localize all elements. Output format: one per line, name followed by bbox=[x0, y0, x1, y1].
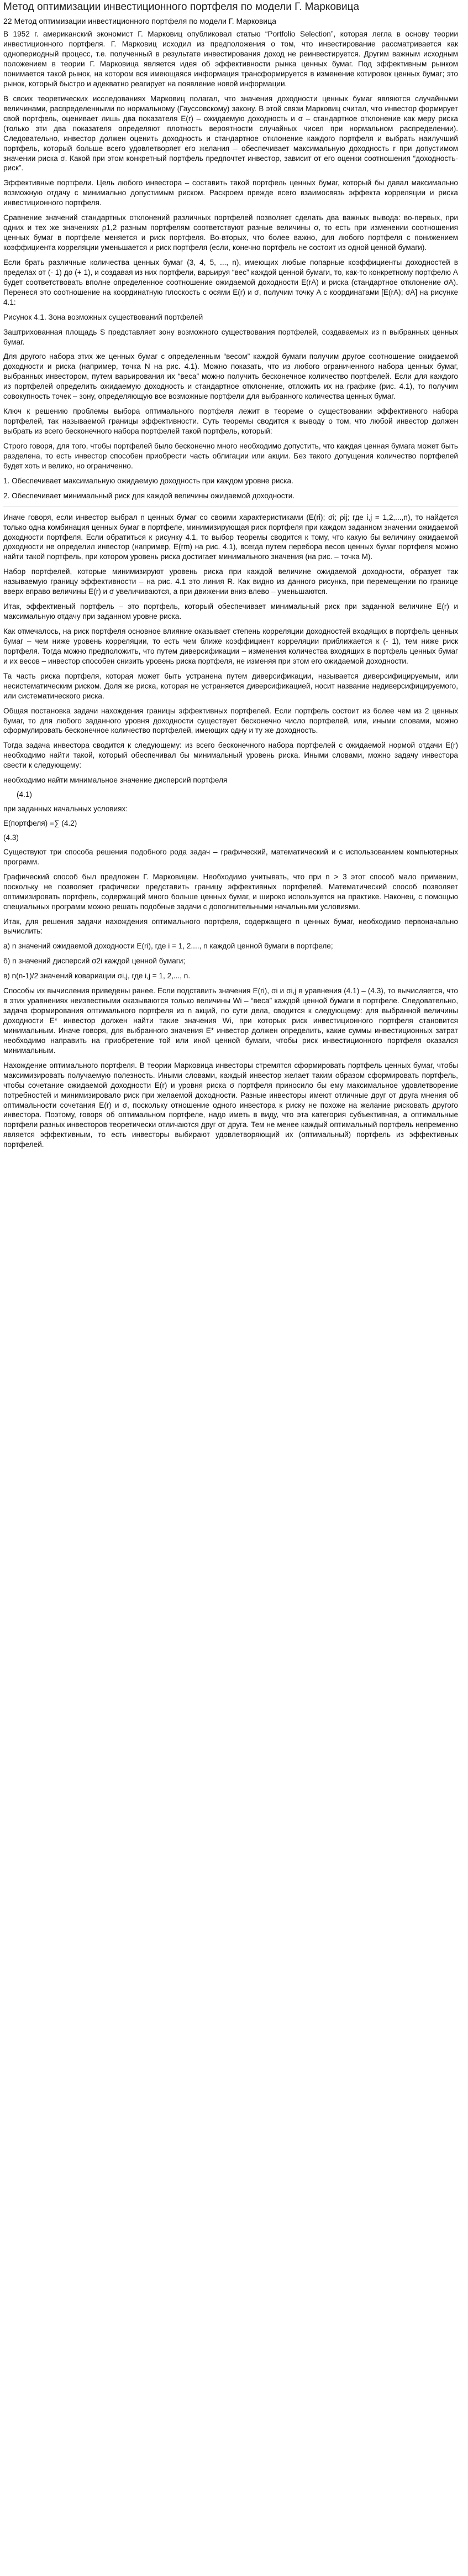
paragraph-efficient-portfolios: Эффективные портфели. Цель любого инвестора – составить такой портфель ценных бумаг, который бы давал максимально возможную отдачу с минимально допустимым риском. Раскроем прежде всего взаимосвязь эффекта корреляции и риска инвестиционного портфеля. bbox=[3, 179, 458, 207]
formula-conditions: при заданных начальных условиях: bbox=[3, 805, 128, 814]
paragraph-other-set: Для другого набора этих же ценных бумаг с определенным “весом” каждой бумаги получим другое соотношение ожидаемой доходности и риска (например, точка N на рис. 4.1). Можно показать, что из любого ограниченного набора ценных бумаг, выбранных инвестором, путем варьирования их “веса” можно получить бесконечное количество портфелей. Если для каждого из портфелей определить ожидаемую доходность и стандартное отклонение, отложить их на графике (рис. 4.1), то получим совокупность точек – зону, определяющую все возможные портфели для выбранного количества ценных бумаг. bbox=[3, 352, 458, 401]
paragraph-correlation: Как отмечалось, на риск портфеля основное влияние оказывает степень корреляции доходностей входящих в портфель ценных бумаг – чем ниже уровень корреляции, то есть чем ближе коэффициент корреляции приближается к (- 1), тем ниже риск портфеля. Тогда можно предположить, что путем диверсификации – изменения количества входящих в портфель ценных бумаг и их весов – инвестор способен снизить уровень риска портфеля, не изменяя при этом его ожидаемой доходности. bbox=[3, 627, 458, 665]
paragraph-graphical-method: Графический способ был предложен Г. Марковицем. Необходимо учитывать, что при n > 3 этот способ мало применим, поскольку не позволяет графически представить границу эффективных портфелей. Математический способ позволяет оптимизировать портфель, содержащий много больше ценных бумаг, и широко используется на практике. Наконец, с помощью специальных программ можно решать подобные задачи с дополнительными начальными условиями. bbox=[3, 872, 458, 911]
paragraph-finding-optimal: Нахождение оптимального портфеля. В теории Марковица инвесторы стремятся сформировать портфель ценных бумаг, чтобы максимизировать получаемую полезность. Иными словами, каждый инвестор желает таким образом сформировать портфель, чтобы сочетание ожидаемой доходности E(r) и уровня риска σ портфеля приносило бы ему максимальное удовлетворение потребностей и минимизировало риск при желаемой доходности. Разные инвесторы имеют отличные друг от друга мнения об оптимальности сочетания E(r) и σ, поскольку отношение одного инвестора к риску не похоже на желание рисковать другого инвестора. Поэтому, говоря об оптимальном портфеле, надо иметь в виду, что эта категория субъективная, а оптимальные портфели разных инвесторов теоретически отличаются друг от друга. Тем не менее каждый оптимальный портфель непременно является эффективным, то есть инвесторы выбирают удовлетворяющий их (оптимальный) портфель из эффективных портфелей. bbox=[3, 1061, 458, 1149]
paragraph-shaded-area: Заштрихованная площадь S представляет зону возможного существования портфелей, создаваемых из n выбранных ценных бумаг. bbox=[3, 327, 458, 346]
paragraph-calculation-methods: Способы их вычисления приведены ранее. Если подставить значения E(ri), σi и σi,j в уравнения (4.1) – (4.3), то вычисляется, что в этих уравнениях неизвестными оказываются только величины Wi – “веса” каждой ценной бумаги в портфеле. Следовательно, задача формирования оптимального портфеля из n акций, по сути дела, сводится к следующему: для выбранной величины доходности E* инвестор должен найти такие значения Wi, при которых риск инвестиционного портфеля становится минимальным. Иначе говоря, для выбранного значения E* инвестор должен определить, какие суммы инвестиционных затрат необходимо направить на приобретение той или иной ценной бумаги, чтобы риск инвестиционного портфеля оказался минимальным. bbox=[3, 987, 458, 1055]
equation-4-1: (4.1) bbox=[17, 790, 32, 799]
equation-4-3: (4.3) bbox=[3, 833, 19, 842]
paragraph-securities-count: Если брать различные количества ценных бумаг (3, 4, 5, ..., n), имеющих любые попарные коэффициенты доходностей в пределах от (- 1) до (+ 1), и создавая из них портфели, варьируя “вес” каждой ценной бумаги, то, как-то конкретному портфелю A будет соответствовать вполне определенное соотношение ожидаемой доходности E(rA) и риска (стандартное отклонение σA). Перенеся это соотношение на координатную плоскость с осями E(r) и σ, получим точку A с координатами [E(rA); σA] на рисунке 4.1: bbox=[3, 258, 458, 306]
paragraph-general-statement: Общая постановка задачи нахождения границы эффективных портфелей. Если портфель состоит из более чем из 2 ценных бумаг, то для любого заданного уровня доходности существует бесконечно число портфелей, или, иными словами, можно сформулировать бесконечное количество портфелей, имеющих одну и ту же доходность. bbox=[3, 706, 458, 735]
list-item-2: 2. Обеспечивает минимальный риск для каждой величины ожидаемой доходности. bbox=[3, 491, 295, 500]
page-title: Метод оптимизации инвестиционного портфеля по модели Г. Марковица bbox=[3, 1, 360, 13]
list-item-b: б) n значений дисперсий σ2i каждой ценной бумаги; bbox=[3, 957, 186, 966]
paragraph-efficient-portfolio-def: Итак, эффективный портфель – это портфель, который обеспечивает минимальный риск при заданной величине E(r) и максимальную отдачу при заданном уровне риска. bbox=[3, 602, 458, 621]
paragraph-diversifiable-risk: Та часть риска портфеля, которая может быть устранена путем диверсификации, называется диверсифицируемым, или несистематическим риском. Доля же риска, которая не устраняется диверсификацией, носит название недиверсифицируемого, или систематического риска. bbox=[3, 671, 458, 700]
paragraph-optimal-task: Итак, для решения задачи нахождения оптимального портфеля, содержащего n ценных бумаг, необходимо первоначально вычислить: bbox=[3, 917, 458, 936]
list-item-c: в) n(n-1)/2 значений ковариации σi,j, где i,j = 1, 2,..., n. bbox=[3, 972, 191, 981]
formula-text: необходимо найти минимальное значение дисперсий портфеля bbox=[3, 776, 228, 785]
paragraph-efficiency-frontier: Набор портфелей, которые минимизируют уровень риска при каждой величине ожидаемой доходности, образует так называемую границу эффективности – на рис. 4.1 это линия R. Как видно из данного рисунка, при перемещении по границе вверх-вправо величины E(r) и σ увеличиваются, а при движении вниз-влево – уменьшаются. bbox=[3, 567, 458, 596]
paragraph-intro: В 1952 г. американский экономист Г. Марковиц опубликовал статью “Portfolio Selection”, которая легла в основу теории инвестиционного портфеля. Г. Марковиц исходил из предположения о том, что инвестирование рассматривается как однопериодный процесс, т.е. полученный в результате инвестирования доход не реинвестируется. Другим важным исходным положением в теории Г. Марковица является идея об эффективности рынка ценных бумаг. Под эффективным рынком понимается такой рынок, на котором вся имеющаяся информация трансформируется в изменение котировок ценных бумаг; это рынок, который быстро и адекватно реагирует на появление новой информации. bbox=[3, 30, 458, 88]
paragraph-key-theorem: Ключ к решению проблемы выбора оптимального портфеля лежит в теореме о существовании эффективного набора портфелей, так называемой границы эффективности. Суть теоремы сводится к выводу о том, что любой инвестор должен выбрать из всего бесконечного набора портфелей такой портфель, который: bbox=[3, 407, 458, 436]
list-item-1: 1. Обеспечивает максимальную ожидаемую доходность при каждом уровне риска. bbox=[3, 476, 293, 485]
paragraph-divisibility: Строго говоря, для того, чтобы портфелей было бесконечно много необходимо допустить, что каждая ценная бумага может быть разделена, то есть инвестор способен приобрести часть облигации или акции. Без такого допущения количество портфелей будет хоть и велико, но ограниченно. bbox=[3, 441, 458, 470]
figure-caption: Рисунок 4.1. Зона возможных существований портфелей bbox=[3, 312, 203, 321]
list-item-a: а) n значений ожидаемой доходности E(ri), где i = 1, 2...., n каждой ценной бумаги в портфеле; bbox=[3, 942, 333, 951]
paragraph-investor-task: Тогда задача инвестора сводится к следующему: из всего бесконечного набора портфелей с ожидаемой нормой отдачи E(r) необходимо найти такой, который обеспечивал бы минимальный уровень риска. Иными словами, можно задачу инвестора свести к следующему: bbox=[3, 741, 458, 770]
section-subtitle: 22 Метод оптимизации инвестиционного портфеля по модели Г. Марковица bbox=[3, 16, 277, 25]
paragraph-three-methods: Существуют три способа решения подобного рода задач – графический, математический и с использованием компьютерных программ. bbox=[3, 847, 458, 866]
document-page bbox=[0, 0, 461, 1160]
paragraph-in-other-words: Иначе говоря, если инвестор выбрал n ценных бумаг со своими характеристиками (E(ri); σi; ρij; где i,j = 1,2,...,n), то найдется только одна комбинация ценных бумаг в портфеле, минимизирующая риск портфеля при каждом заданном значении ожидаемой доходности портфеля. Если обратиться к рисунку 4.1, то выбор теоремы сводится к тому, что какую бы величину ожидаемой доходности не определил инвестор (например, E(rm) на рис. 4.1), всегда путем перебора весов ценных бумаг портфеля можно найти такой портфель, при котором уровень риска достигает минимального значения (на рис. – точка M). bbox=[3, 513, 458, 561]
paragraph-std-comparison: Сравнение значений стандартных отклонений различных портфелей позволяет сделать два важных вывода: во-первых, при одних и тех же значениях ρ1,2 разным портфелям соответствуют разные величины σ, то есть при изменении соотношения ценных бумаг в портфеле меняется и риск портфеля. Во-вторых, что более важно, для любого портфеля с понижением коэффициента корреляции уменьшается и риск портфеля (если, конечно портфель не состоит из одной ценной бумаги). bbox=[3, 213, 458, 252]
paragraph-gaussian: В своих теоретических исследованиях Марковиц полагал, что значения доходности ценных бумаг являются случайными величинами, распределенными по нормальному (Гауссовскому) закону. В этой связи Марковиц считал, что инвестор формирует свой портфель, оценивает лишь два показателя E(r) – ожидаемую доходность и σ – стандартное отклонение как меру риска (только эти два показателя определяют плотность вероятности случайных чисел при нормальном распределении). Следовательно, инвестор должен оценить доходность и стандартное отклонение каждого портфеля и выбрать наилучший портфель, который больше всего удовлетворяет его желания – обеспечивает максимальную доходность r при допустимом значении риска σ. Какой при этом конкретный портфель предпочтет инвестор, зависит от его оценки соотношения “доходность-риск”. bbox=[3, 94, 458, 173]
equation-4-2: E(портфеля) =∑ (4.2) bbox=[3, 819, 77, 828]
